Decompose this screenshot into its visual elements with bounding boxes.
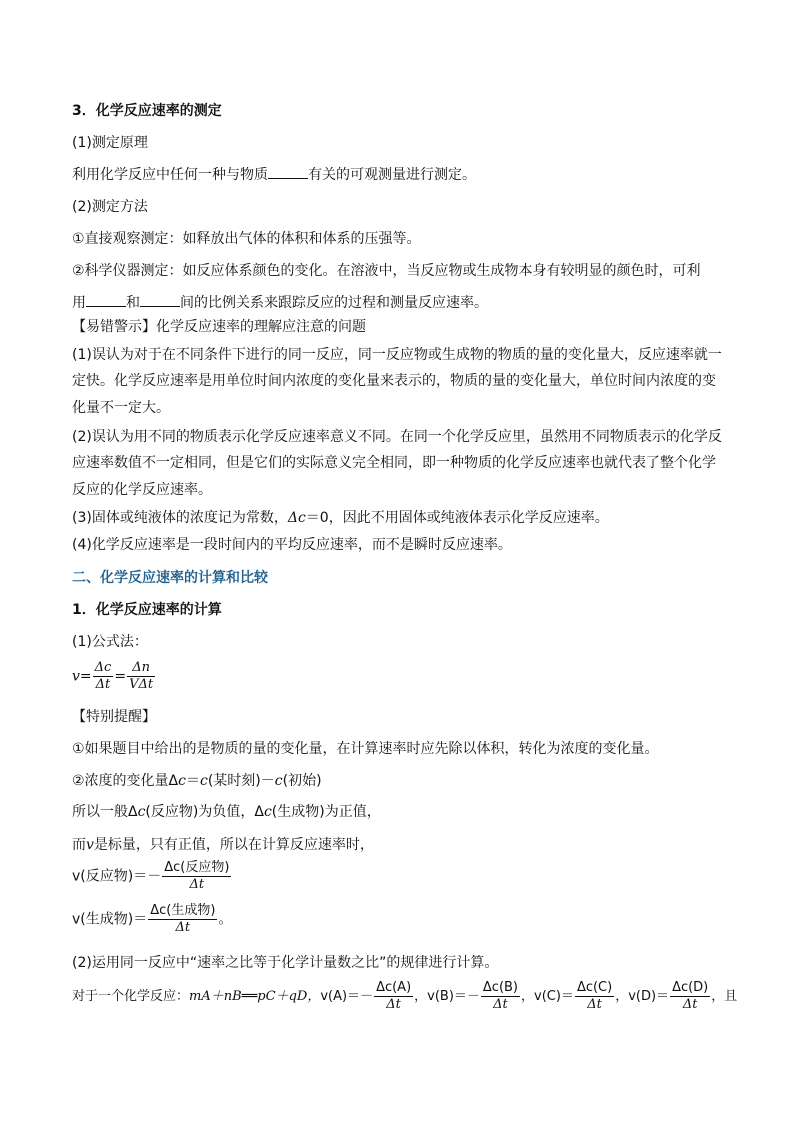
reactant-den: Δt (189, 877, 205, 892)
section-two-heading: 二、化学反应速率的计算和比较 (72, 570, 268, 586)
method-2-text-c: 间的比例关系来跟踪反应的过程和测量反应速率。 (180, 295, 488, 311)
tip-2-c: ＝ (185, 773, 200, 789)
tip-4-a: 而 (72, 837, 86, 853)
rate-c-lhs: ，v(C)＝ (521, 989, 574, 1004)
fraction-a (374, 980, 413, 1013)
warning-4: (4)化学反应速率是一段时间内的平均反应速率，而不是瞬时反应速率。 (72, 537, 512, 553)
rate-d-den: Δt (682, 997, 698, 1012)
method-2-text-a: 用 (72, 295, 86, 311)
tip-2-a: ②浓度的变化量Δ (72, 773, 179, 789)
tip-4-c: 是标量，只有正值，所以在计算反应速率时， (93, 837, 374, 853)
rate-tail: ，且 (711, 989, 738, 1004)
rate-b-den: Δt (493, 997, 508, 1012)
section-3-title: 3．化学反应速率的测定 (72, 103, 222, 119)
method-2-line-2 (72, 292, 488, 313)
tip-title: 【特别提醒】 (72, 709, 156, 725)
tip-3-e: (生成物)为正值， (271, 804, 381, 820)
reaction-intro: 对于一个化学反应： (72, 989, 190, 1004)
product-num: Δc(生成物) (150, 903, 216, 918)
rate-b-num: Δc(B) (482, 980, 519, 995)
warning-2-line-2: 应速率数值不一定相同，但是它们的实际意义完全相同，即一种物质的化学反应速率也就代表了整个化学 (72, 455, 716, 471)
rate-b-lhs: ，v(B)＝－ (414, 989, 480, 1004)
rate-formula (72, 660, 156, 693)
fraction-d (670, 980, 710, 1013)
fraction-num-2: Δn (127, 660, 155, 677)
fill-blank-3 (140, 292, 180, 307)
rate-product-formula (72, 903, 232, 936)
fraction-dc-dt (93, 660, 114, 693)
rate-a-den: Δt (386, 997, 401, 1012)
fraction-dn-vdt (127, 660, 155, 693)
tip-2 (72, 771, 322, 791)
principle-text (72, 164, 476, 185)
formula-v: v (72, 668, 80, 685)
warning-3 (72, 508, 609, 528)
tip-2-e: (某时刻)－ (207, 773, 275, 789)
principle-text-a: 利用化学反应中任何一种与物质 (72, 167, 268, 183)
product-den: Δt (175, 920, 191, 935)
product-end: 。 (218, 911, 233, 928)
warning-2-line-3: 反应的化学反应速率。 (72, 482, 212, 498)
formula-eq-2: = (114, 668, 127, 685)
warning-2-line-1: (2)误认为用不同的物质表示化学反应速率意义不同。在同一个化学反应里，虽然用不同物质表示的化学反 (72, 429, 722, 445)
warning-1-line-1: (1)误认为对于在不同条件下进行的同一反应，同一反应物或生成物的物质的量的变化量大，反应速率就一 (72, 347, 722, 363)
formula-label: (1)公式法： (72, 634, 148, 650)
formula-eq-1: = (79, 668, 92, 685)
fraction-b (481, 980, 520, 1013)
ratio-rule: (2)运用同一反应中“速率之比等于化学计量数之比”的规律进行计算。 (72, 955, 499, 971)
rate-c-den: Δt (587, 997, 602, 1012)
rate-a-lhs: v(A)＝－ (320, 989, 374, 1004)
principle-label: (1)测定原理 (72, 135, 148, 151)
fill-blank-2 (86, 292, 126, 307)
rate-a-num: Δc(A) (376, 980, 412, 995)
tip-3-c: (反应物)为负值，Δ (145, 804, 264, 820)
rate-c-num: Δc(C) (576, 980, 613, 995)
tip-2-g: (初始) (282, 773, 322, 789)
warning-3-c: ＝0，因此不用固体或纯液体表示化学反应速率。 (305, 510, 609, 526)
fraction-den-1: Δt (95, 677, 111, 692)
tip-3-b: c (137, 804, 146, 820)
fraction-reactant (162, 860, 231, 893)
reaction-equation: mA＋nB══pC＋qD， (189, 989, 321, 1004)
tip-2-d: c (199, 773, 208, 789)
method-label: (2)测定方法 (72, 199, 148, 215)
warning-title: 【易错警示】化学反应速率的理解应注意的问题 (72, 319, 366, 335)
fraction-c (575, 980, 614, 1013)
tip-4-b: v (86, 837, 94, 853)
fraction-product (148, 903, 217, 936)
tip-3 (72, 802, 381, 822)
tip-3-a: 所以一般Δ (72, 804, 138, 820)
rate-d-lhs: ，v(D)＝ (615, 989, 670, 1004)
rate-d-num: Δc(D) (672, 980, 709, 995)
fraction-num-1: Δc (94, 660, 112, 675)
warning-1-line-3: 化量不一定大。 (72, 400, 170, 416)
reaction-rates-line (72, 980, 737, 1013)
rate-reactant-lhs: v(反应物)＝－ (72, 868, 162, 885)
reactant-num: Δc(反应物) (164, 860, 230, 875)
warning-3-b: Δc (287, 510, 306, 526)
method-2-line-1: ②科学仪器测定：如反应体系颜色的变化。在溶液中，当反应物或生成物本身有较明显的颜色时，可利 (72, 263, 701, 279)
rate-reactant-formula (72, 860, 232, 893)
tip-2-b: c (178, 773, 186, 789)
fraction-den-2: VΔt (129, 677, 154, 692)
warning-3-a: (3)固体或纯液体的浓度记为常数， (72, 510, 288, 526)
method-1: ①直接观察测定：如释放出气体的体积和体系的压强等。 (72, 231, 421, 247)
tip-3-d: c (263, 804, 272, 820)
tip-1: ①如果题目中给出的是物质的量的变化量，在计算速率时应先除以体积，转化为浓度的变化量。 (72, 741, 659, 757)
tip-2-f: c (274, 773, 283, 789)
principle-text-b: 有关的可观测量进行测定。 (308, 167, 476, 183)
rate-product-lhs: v(生成物)＝ (72, 911, 148, 928)
warning-1-line-2: 定快。化学反应速率是用单位时间内浓度的变化量来表示的，物质的量的变化量大，单位时间内浓度的变 (72, 373, 716, 389)
method-2-text-b: 和 (126, 295, 140, 311)
calc-subheading: 1．化学反应速率的计算 (72, 602, 222, 618)
fill-blank-1 (268, 164, 308, 179)
tip-4 (72, 835, 374, 855)
